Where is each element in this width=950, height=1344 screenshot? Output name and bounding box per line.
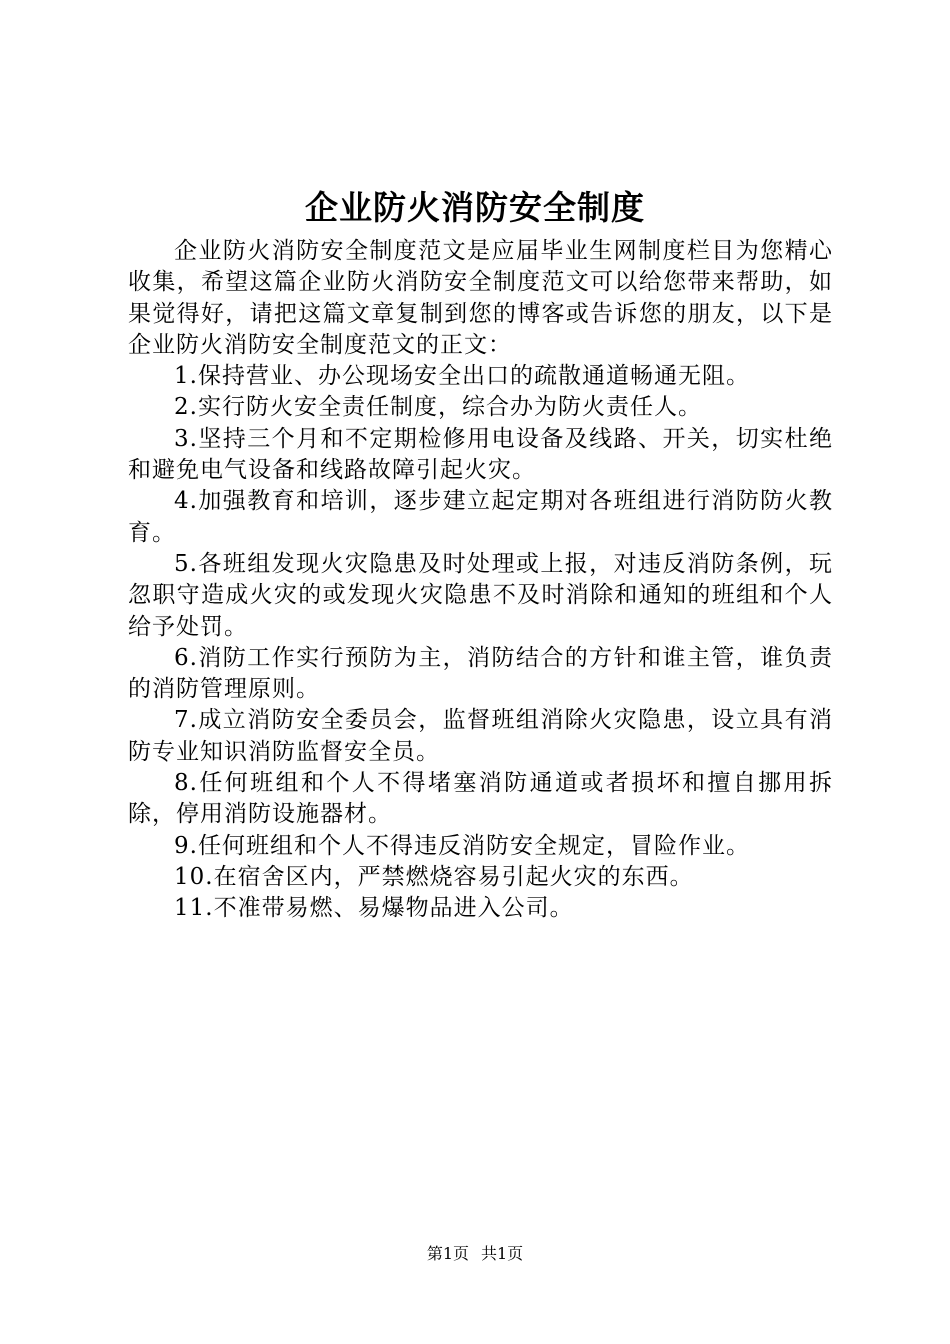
rule-item-5: 5.各班组发现火灾隐患及时处理或上报，对违反消防条例，玩忽职守造成火灾的或发现火灾隐患不及时消除和通知的班组和个人给予处罚。 xyxy=(128,550,833,640)
intro-paragraph: 企业防火消防安全制度范文是应届毕业生网制度栏目为您精心收集，希望这篇企业防火消防安全制度范文可以给您带来帮助，如果觉得好，请把这篇文章复制到您的博客或告诉您的朋友，以下是企业防火消防安全制度范文的正文： xyxy=(128,238,833,358)
rule-item-10: 10.在宿舍区内，严禁燃烧容易引起火灾的东西。 xyxy=(174,863,694,890)
rule-item-7: 7.成立消防安全委员会，监督班组消除火灾隐患，设立具有消防专业知识消防监督安全员。 xyxy=(128,707,833,765)
document-title: 企业防火消防安全制度 xyxy=(305,188,645,227)
rule-item-6: 6.消防工作实行预防为主，消防结合的方针和谁主管，谁负责的消防管理原则。 xyxy=(128,644,833,703)
rule-item-1: 1.保持营业、办公现场安全出口的疏散通道畅通无阻。 xyxy=(174,363,750,390)
rule-item-2: 2.实行防火安全责任制度，综合办为防火责任人。 xyxy=(174,394,702,421)
rule-item-4: 4.加强教育和培训，逐步建立起定期对各班组进行消防防火教育。 xyxy=(128,488,833,546)
page-number-total: 共1页 xyxy=(481,1244,524,1263)
rule-item-11: 11.不准带易燃、易爆物品进入公司。 xyxy=(174,895,574,922)
page-number-current: 第1页 xyxy=(426,1244,469,1263)
page-footer xyxy=(0,1242,950,1266)
document-body xyxy=(128,236,833,925)
rule-item-9: 9.任何班组和个人不得违反消防安全规定，冒险作业。 xyxy=(174,832,750,859)
rule-item-3: 3.坚持三个月和不定期检修用电设备及线路、开关，切实杜绝和避免电气设备和线路故障引起火灾。 xyxy=(128,425,833,484)
rule-item-8: 8.任何班组和个人不得堵塞消防通道或者损坏和擅自挪用拆除，停用消防设施器材。 xyxy=(128,770,833,828)
